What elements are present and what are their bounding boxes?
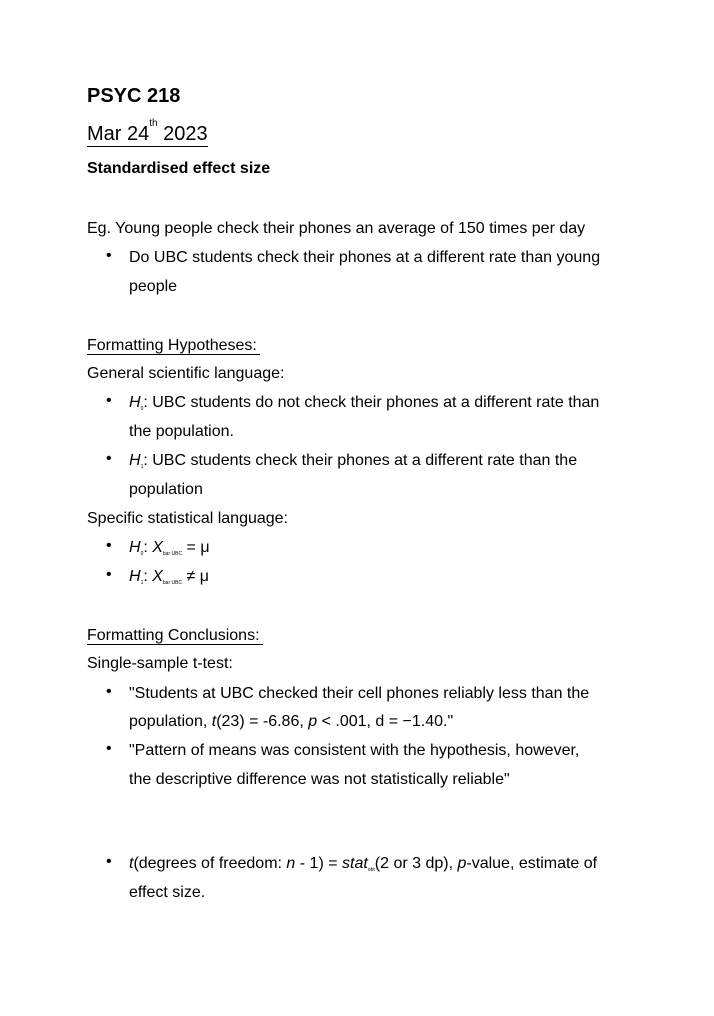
example-intro: Eg. Young people check their phones an average of 150 times per day	[87, 220, 586, 237]
hypotheses-heading	[87, 336, 260, 356]
specific-language-label: Specific statistical language:	[87, 510, 288, 527]
s1-x-subscript: bar UBC	[162, 580, 183, 586]
format-p: p	[457, 855, 467, 872]
report-format-line2: effect size.	[129, 884, 206, 901]
example-bullet-line1: Do UBC students check their phones at a different rate than young	[129, 249, 601, 266]
bullet-icon: •	[106, 247, 112, 264]
h0-subscript: 0	[140, 406, 144, 412]
date-suffix: th	[149, 118, 158, 129]
h0-specific	[129, 538, 210, 561]
bullet-icon: •	[106, 683, 112, 700]
s1-x: X	[152, 568, 163, 585]
format-text-b: - 1) =	[295, 855, 343, 872]
c1-text-b: (23) = -6.86,	[216, 713, 309, 730]
format-stat: stat	[342, 855, 368, 872]
bullet-icon: •	[106, 566, 112, 583]
conclusion2-line1: "Pattern of means was consistent with the hypothesis, however,	[129, 742, 580, 759]
s0-colon: :	[143, 539, 153, 556]
s0-subscript: 0	[140, 551, 144, 557]
bullet-icon: •	[106, 740, 112, 757]
bullet-icon: •	[106, 450, 112, 467]
format-stat-subscript: obt	[367, 867, 375, 873]
s0-relation: = μ	[182, 539, 210, 556]
s0-x: X	[152, 539, 163, 556]
course-title: PSYC 218	[87, 85, 181, 107]
s0-x-subscript: bar UBC	[162, 551, 183, 557]
bullet-icon: •	[106, 537, 112, 554]
h0-general-line2: the population.	[129, 423, 234, 440]
h1-specific	[129, 567, 209, 590]
format-t: t	[129, 855, 134, 872]
s1-relation: ≠ μ	[182, 568, 209, 585]
format-text-d: -value, estimate of	[466, 855, 598, 872]
h1-general-line1	[129, 451, 577, 474]
h1-text: : UBC students check their phones at a different rate than the	[143, 452, 578, 469]
format-text-c: (2 or 3 dp),	[374, 855, 458, 872]
example-bullet-line2: people	[129, 278, 178, 295]
conclusions-heading	[87, 626, 263, 646]
conclusion1-line2	[129, 712, 453, 732]
date-main: Mar 24	[87, 123, 150, 145]
bullet-icon: •	[106, 853, 112, 870]
bullet-icon: •	[106, 392, 112, 409]
s1-symbol: H	[129, 568, 141, 585]
h1-symbol: H	[129, 452, 141, 469]
topic-heading: Standardised effect size	[87, 160, 271, 177]
date-year: 2023	[157, 123, 208, 145]
c1-t: t	[211, 713, 217, 730]
conclusion2-line2: the descriptive difference was not statistically reliable"	[129, 771, 510, 788]
h0-general-line1	[129, 393, 599, 416]
conclusions-heading-text: Formatting Conclusions:	[87, 627, 263, 645]
s1-subscript: 1	[140, 580, 144, 586]
h0-text: : UBC students do not check their phones at a different rate than	[143, 394, 600, 411]
c1-p: p	[308, 713, 318, 730]
h1-general-line2: population	[129, 481, 203, 498]
general-language-label: General scientific language:	[87, 365, 285, 382]
hypotheses-heading-text: Formatting Hypotheses:	[87, 337, 260, 355]
s0-symbol: H	[129, 539, 141, 556]
h1-subscript: 1	[140, 464, 144, 470]
c1-text-c: < .001, d = −1.40."	[317, 713, 454, 730]
lecture-date	[87, 118, 208, 147]
format-text-a: (degrees of freedom:	[133, 855, 287, 872]
c1-text-a: population,	[129, 713, 212, 730]
conclusion1-line1: "Students at UBC checked their cell phones reliably less than the	[129, 685, 590, 702]
single-sample-label: Single-sample t-test:	[87, 655, 233, 672]
s1-colon: :	[143, 568, 153, 585]
format-n: n	[286, 855, 296, 872]
h0-symbol: H	[129, 394, 141, 411]
report-format-line1	[129, 854, 597, 877]
